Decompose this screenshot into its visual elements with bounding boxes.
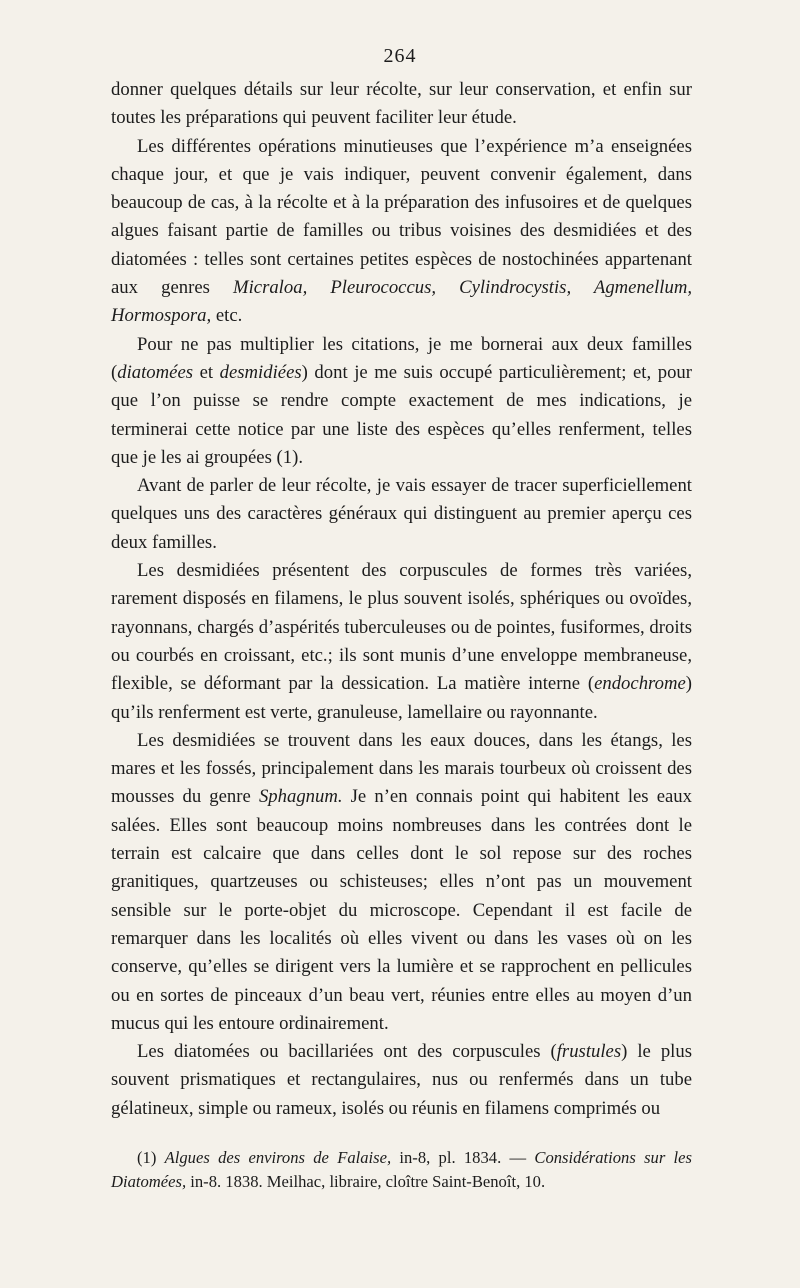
text-run: Les différentes opérations minutieuses que l’expérience m’a enseignées chaque jour, et que je vais indiquer, peuvent convenir également, dans beaucoup de cas, à la récolte et à la préparation des infusoires et de quelques algues faisant partie de familles ou tribus voisines des desmidiées et des diatomées : telles sont certaines petites espèces de nostochinées appartenant aux genres (111, 135, 692, 299)
text-run: (1) (137, 1148, 165, 1167)
italic-text: endochrome (594, 673, 686, 695)
text-run: Les desmidiées se trouvent dans les eaux douces, dans les étangs, les mares et les fossés, principalement dans les marais tourbeux où croissent des mousses du genre (111, 729, 692, 808)
text-run: ) dont je me suis occupé particulièrement; et, pour que l’on puisse se rendre compte exactement de mes indications, je terminerai cette notice par une liste des espèces qu’elles renferment, telles que je les ai groupées (1). (111, 361, 692, 468)
paragraph (111, 76, 692, 133)
paragraph (111, 133, 692, 331)
text-run: in-8, pl. 1834. — (391, 1148, 535, 1167)
footnotes (111, 1146, 692, 1194)
text-run: donner quelques détails sur leur récolte, sur leur conservation, et enfin sur toutes les préparations qui peuvent faciliter leur étude. (111, 79, 692, 129)
paragraph (111, 1038, 692, 1123)
paragraph (111, 472, 692, 557)
paragraph (111, 557, 692, 727)
text-run: Les desmidiées présentent des corpuscules de formes très variées, rarement disposés en filamens, le plus souvent isolés, sphériques ou ovoïdes, rayonnans, chargés d’aspérités tuberculeuses ou de pointes, fusiformes, droits ou courbés en croissant, etc.; ils sont munis d’une enveloppe membraneuse, flexible, se déformant par la dessication. La matière interne ( (111, 560, 692, 695)
italic-text: Sphagnum. (258, 786, 343, 808)
text-run: et (193, 361, 220, 383)
body-text (111, 76, 692, 1123)
italic-text: Considérations sur les Diatomées, (111, 1148, 692, 1191)
text-run: Les diatomées ou bacillariées ont des corpuscules ( (137, 1041, 557, 1063)
text-run: Je n’en connais point qui habitent les eaux salées. Elles sont beaucoup moins nombreuses dans les contrées dont le terrain est calcaire que dans celles dont le sol repose sur des roches granitiques, quartzeuses ou schisteuses; elles n’ont pas un mouvement sensible sur le porte-objet du microscope. Cependant il est facile de remarquer dans les localités où elles vivent ou dans les vases où on les conserve, qu’elles se dirigent vers la lumière et se rapprochent en pellicules ou en sortes de pinceaux d’un beau vert, réunies entre elles au moyen d’un mucus qui les entoure ordinairement. (111, 786, 692, 1034)
page-number: 264 (383, 45, 417, 67)
italic-text: Algues des environs de Falaise, (164, 1148, 392, 1167)
paragraph (111, 331, 692, 472)
italic-text: desmidiées (219, 361, 302, 383)
footnote-1 (111, 1146, 692, 1194)
text-run: in-8. 1838. Meilhac, libraire, cloître Saint-Benoît, 10. (186, 1172, 546, 1191)
text-run: ) le plus souvent prismatiques et rectangulaires, nus ou renfermés dans un tube gélatineux, simple ou rameux, isolés ou réunis en filamens comprimés ou (111, 1041, 692, 1119)
italic-text: frustules (556, 1041, 622, 1063)
text-run: ) qu’ils renferment est verte, granuleuse, lamellaire ou rayonnante. (111, 673, 692, 723)
text-run: Avant de parler de leur récolte, je vais essayer de tracer superficiellement quelques uns des caractères généraux qui distinguent au premier aperçu ces deux familles. (111, 475, 692, 553)
paragraph (111, 727, 692, 1038)
text-run: etc. (211, 305, 243, 327)
italic-text: diatomées (117, 361, 194, 383)
text-run: Pour ne pas multiplier les citations, je me bornerai aux deux familles ( (111, 333, 692, 383)
italic-text: Micraloa, Pleurococcus, Cylindrocystis, Agmenellum, Hormospora, (111, 277, 692, 327)
